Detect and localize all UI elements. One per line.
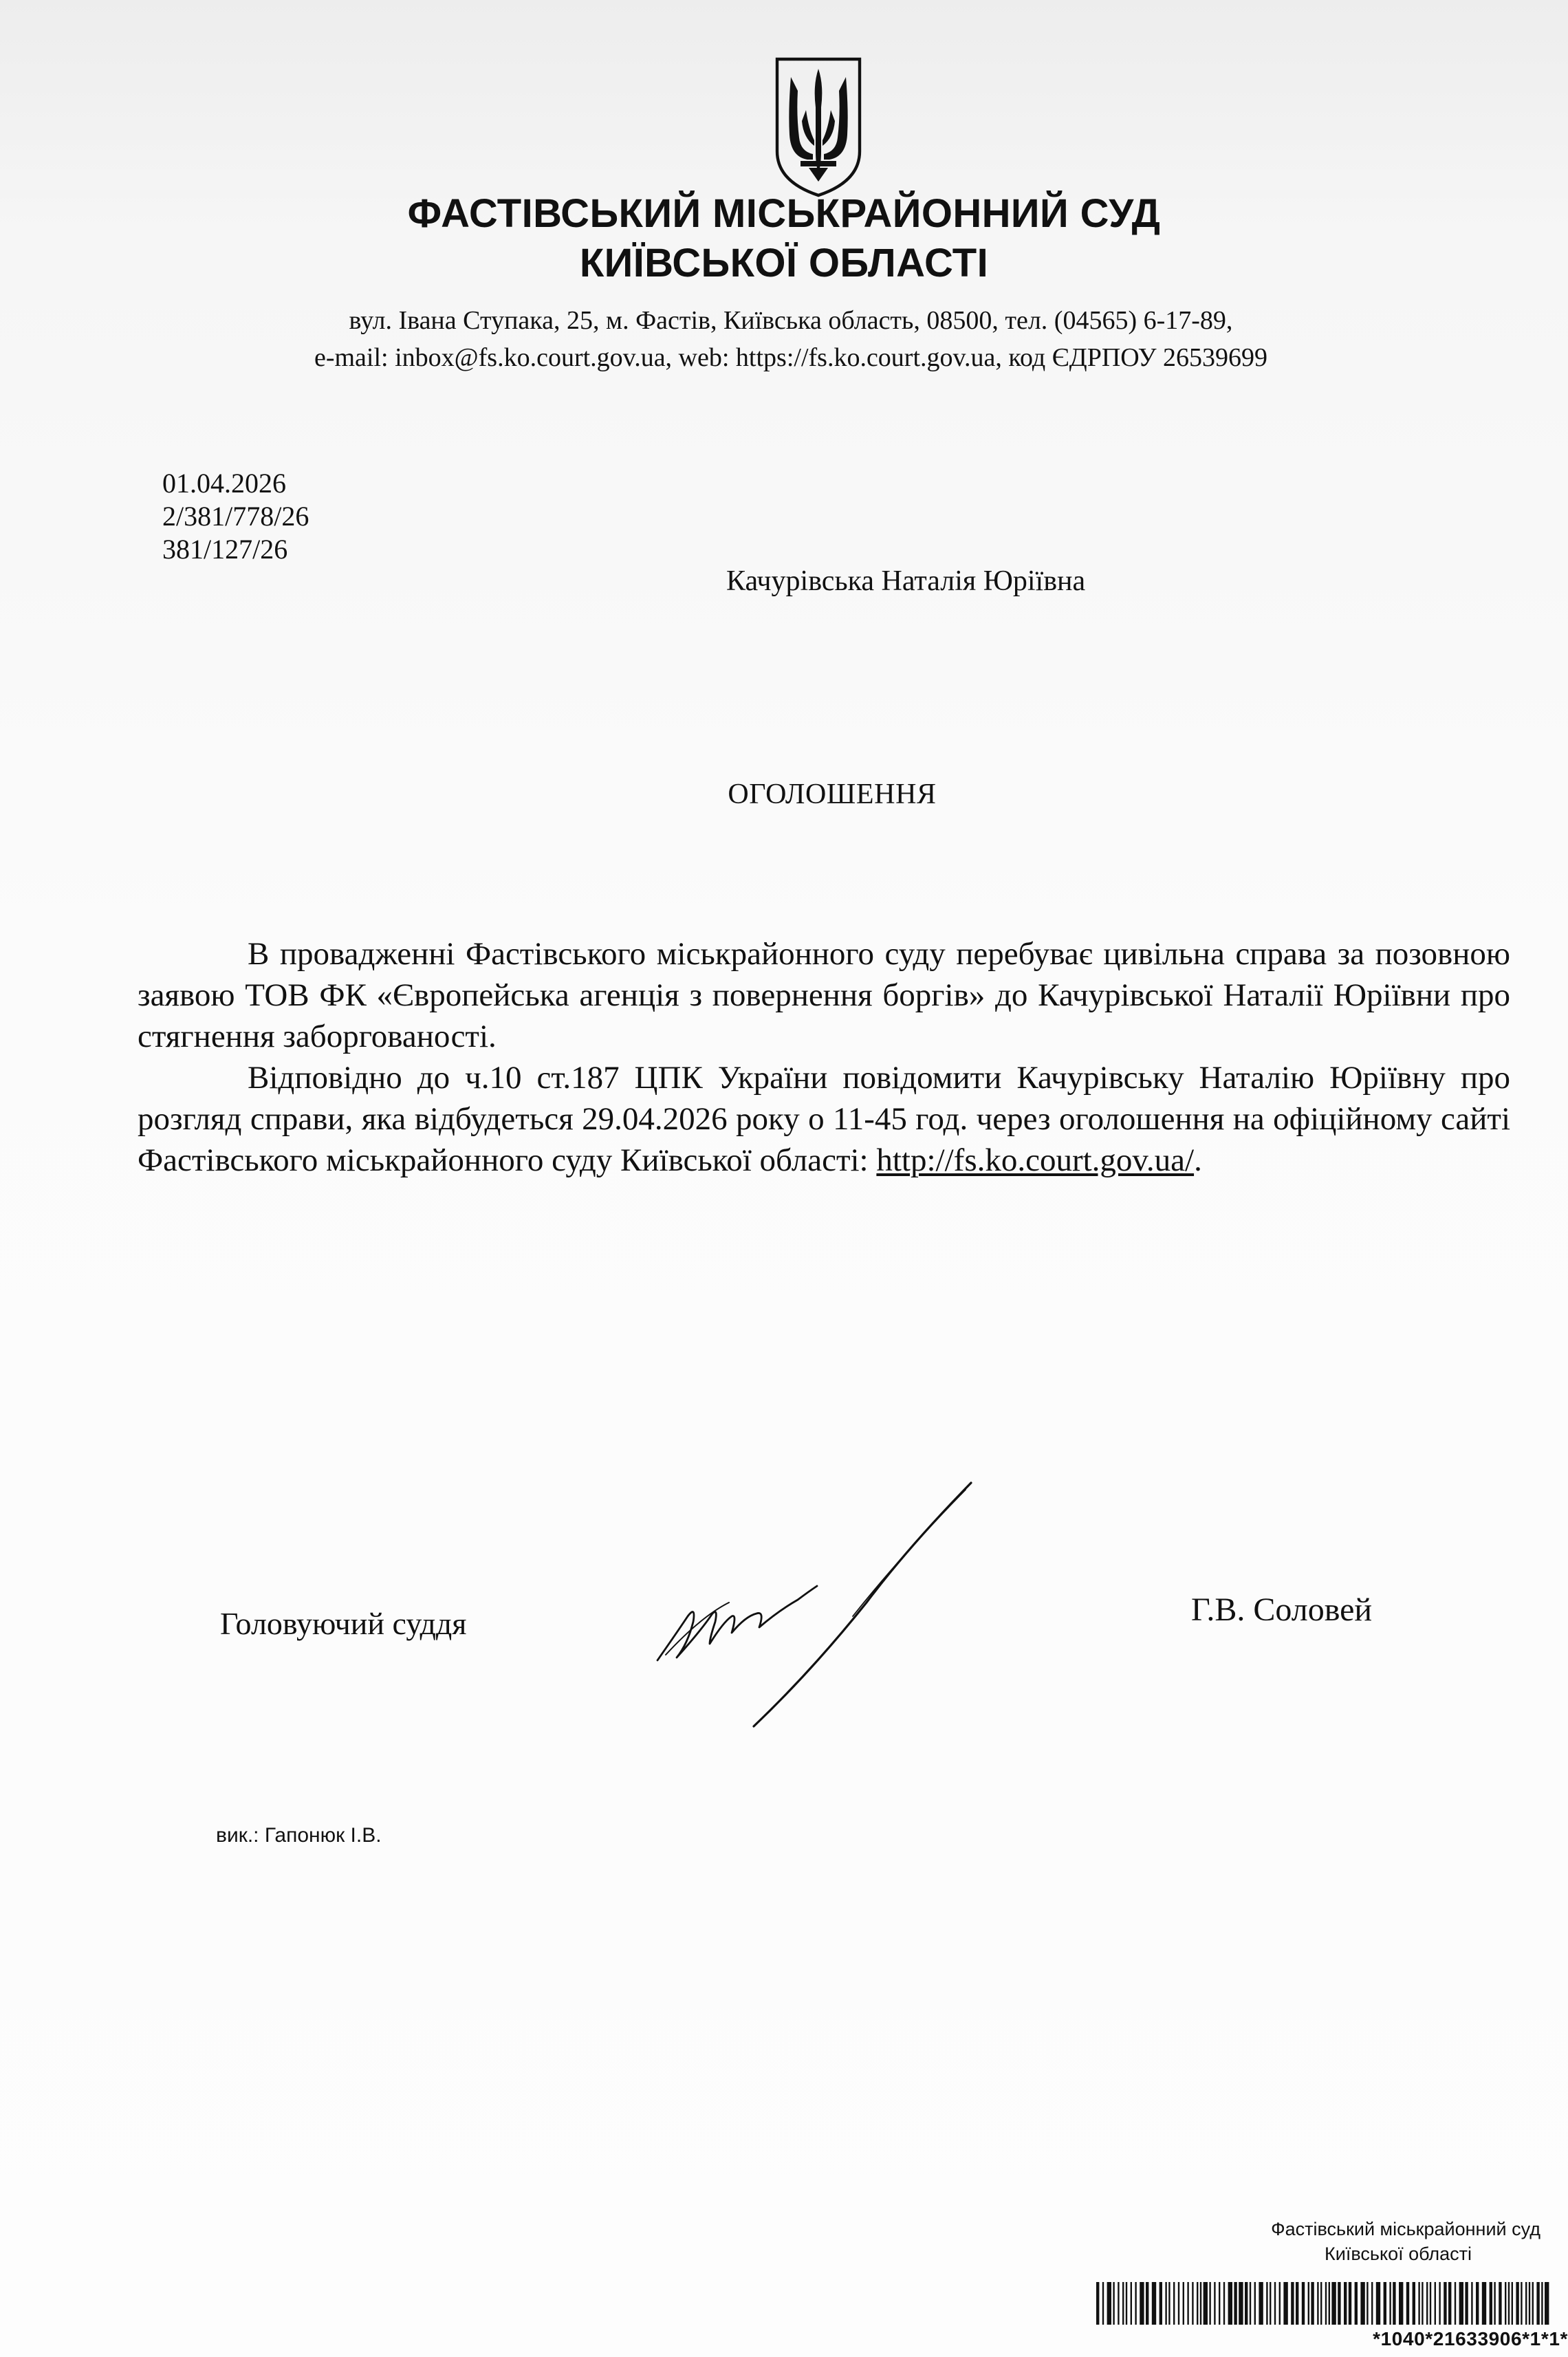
barcode-bar [1140,2282,1144,2325]
barcode-bar [1254,2282,1256,2325]
court-email-web: e-mail: inbox@fs.ko.court.gov.ua, web: https://fs.ko.court.gov.ua, код ЄДРПОУ 26539699 [314,344,1267,373]
barcode-bar [1344,2282,1347,2325]
barcode-bar [1376,2282,1380,2325]
barcode-bar [1135,2282,1136,2325]
body-paragraph-2 [138,1058,1510,1182]
barcode-bar [1422,2282,1423,2325]
barcode-bar [1283,2282,1287,2325]
stamp-line1: Фастівський міськрайонний суд [1271,2219,1540,2239]
barcode-bar [1471,2282,1472,2325]
barcode-icon [1093,2282,1554,2325]
barcode-bar [1331,2282,1336,2325]
barcode-bar [1545,2282,1549,2325]
barcode-bar [1476,2282,1479,2325]
barcode-bar [1435,2282,1436,2325]
barcode-bar [1219,2282,1220,2325]
barcode-bar [1270,2282,1271,2325]
barcode-bar [1426,2282,1428,2325]
barcode-bar [1223,2282,1225,2325]
barcode-bar [1366,2282,1368,2325]
barcode-bar [1490,2282,1492,2325]
barcode-bar [1413,2282,1415,2325]
barcode-bar [1228,2282,1232,2325]
barcode-bar [1320,2282,1322,2325]
barcode-bar [1355,2282,1358,2325]
court-address: вул. Івана Ступака, 25, м. Фастів, Київська область, 08500, тел. (04565) 6-17-89, [349,307,1233,336]
barcode-bar [1296,2282,1298,2325]
body-paragraph-2-text: Відповідно до ч.10 ст.187 ЦПК України повідомити Качурівську Наталію Юріївну про розгляд справи, яка відбудеться 29.04.2026 року о 11-45 год. через оголошення на офіційному сайті Фастівського міськрайонного суду Київської області: [138,1061,1510,1179]
barcode-bar [1521,2282,1522,2325]
barcode-bar [1399,2282,1403,2325]
barcode-bar [1430,2282,1431,2325]
barcode-bar [1459,2282,1463,2325]
court-name-line2: КИЇВСЬКОЇ ОБЛАСТІ [579,242,989,286]
barcode-bar [1338,2282,1340,2325]
judge-name: Г.В. Соловей [1191,1593,1373,1629]
barcode-bar [1508,2282,1510,2325]
barcode-bar [1418,2282,1419,2325]
barcode-bar [1494,2282,1495,2325]
document-date: 01.04.2026 [162,469,286,499]
barcode-bar [1349,2282,1351,2325]
barcode-bar [1146,2282,1148,2325]
barcode-bar [1389,2282,1391,2325]
tryzub-emblem-icon [770,55,867,199]
barcode-bar [1291,2282,1294,2325]
barcode-bar [1512,2282,1513,2325]
court-contacts [220,303,1362,377]
executor: вик.: Гапонюк І.В. [216,1824,382,1847]
judge-role: Головуючий суддя [220,1607,467,1641]
barcode-bar [1455,2282,1456,2325]
barcode-bar [1505,2282,1506,2325]
court-stamp [1183,2217,1540,2267]
barcode-bar [1259,2282,1263,2325]
barcode-bar [1250,2282,1251,2325]
court-name-line1: ФАСТІВСЬКИЙ МІСЬКРАЙОННИЙ СУД [407,193,1161,237]
barcode-bar [1279,2282,1281,2325]
stamp-line2: Київської області [1325,2244,1472,2264]
court-website-link[interactable]: http://fs.ko.court.gov.ua/ [876,1143,1195,1179]
body-paragraph-2-end: . [1194,1143,1202,1179]
document-references [162,468,309,567]
barcode-bar [1192,2282,1193,2325]
barcode-bar [1209,2282,1210,2325]
barcode-bar [1187,2282,1188,2325]
barcode-bar [1302,2282,1305,2325]
barcode-bar [1126,2282,1127,2325]
barcode-bar [1444,2282,1446,2325]
barcode-bar [1131,2282,1132,2325]
barcode-bar [1529,2282,1530,2325]
barcode-bar [1482,2282,1486,2325]
barcode-bar [1165,2282,1166,2325]
barcode-bar [1516,2282,1518,2325]
barcode-bar [1360,2282,1364,2325]
barcode-bar [1239,2282,1243,2325]
barcode-bar [1234,2282,1237,2325]
barcode-bar [1371,2282,1373,2325]
barcode-bar [1406,2282,1409,2325]
barcode-bar [1317,2282,1318,2325]
barcode-bar [1329,2282,1330,2325]
barcode-bar [1536,2282,1539,2325]
barcode-bar [1525,2282,1527,2325]
case-number: 2/381/778/26 [162,502,309,532]
handwritten-signature [646,1479,977,1733]
barcode-bar [1096,2282,1099,2325]
body-paragraph-1: В провадженні Фастівського міськрайонного суду перебуває цивільна справа за позовною заявою ТОВ ФК «Європейська агенція з повернення боргів» до Качурівської Наталії Юріївни про стягнення заборгованості. [138,937,1510,1055]
barcode-bar [1308,2282,1309,2325]
barcode-bar [1113,2282,1114,2325]
barcode-bar [1214,2282,1215,2325]
barcode-bar [1266,2282,1267,2325]
barcode-bar [1168,2282,1170,2325]
addressee: Качурівська Наталія Юріївна [726,564,1086,597]
barcode-bar [1107,2282,1111,2325]
barcode-bar [1118,2282,1119,2325]
barcode-bar [1384,2282,1386,2325]
barcode-bar [1173,2282,1175,2325]
announcement-body [138,934,1510,1182]
court-name [275,190,1293,289]
barcode-bar [1499,2282,1501,2325]
barcode-bar [1122,2282,1124,2325]
barcode-bar [1325,2282,1327,2325]
proceeding-number: 381/127/26 [162,535,288,565]
barcode-bar [1439,2282,1440,2325]
barcode-bar [1197,2282,1198,2325]
barcode-bar [1311,2282,1314,2325]
barcode-bar [1152,2282,1156,2325]
barcode-bar [1448,2282,1451,2325]
barcode-bar [1159,2282,1162,2325]
barcode-bar [1532,2282,1534,2325]
barcode-bar [1178,2282,1179,2325]
barcode-bar [1102,2282,1104,2325]
barcode-bar [1465,2282,1468,2325]
barcode-bar [1245,2282,1248,2325]
announcement-title: ОГОЛОШЕННЯ [728,777,937,810]
barcode-bar [1274,2282,1276,2325]
barcode-bar [1183,2282,1184,2325]
barcode-bar [1393,2282,1395,2325]
barcode-bar [1204,2282,1208,2325]
barcode-bar [1541,2282,1543,2325]
barcode-number: *1040*21633906*1*1* [1373,2327,1568,2349]
barcode-bar [1200,2282,1201,2325]
